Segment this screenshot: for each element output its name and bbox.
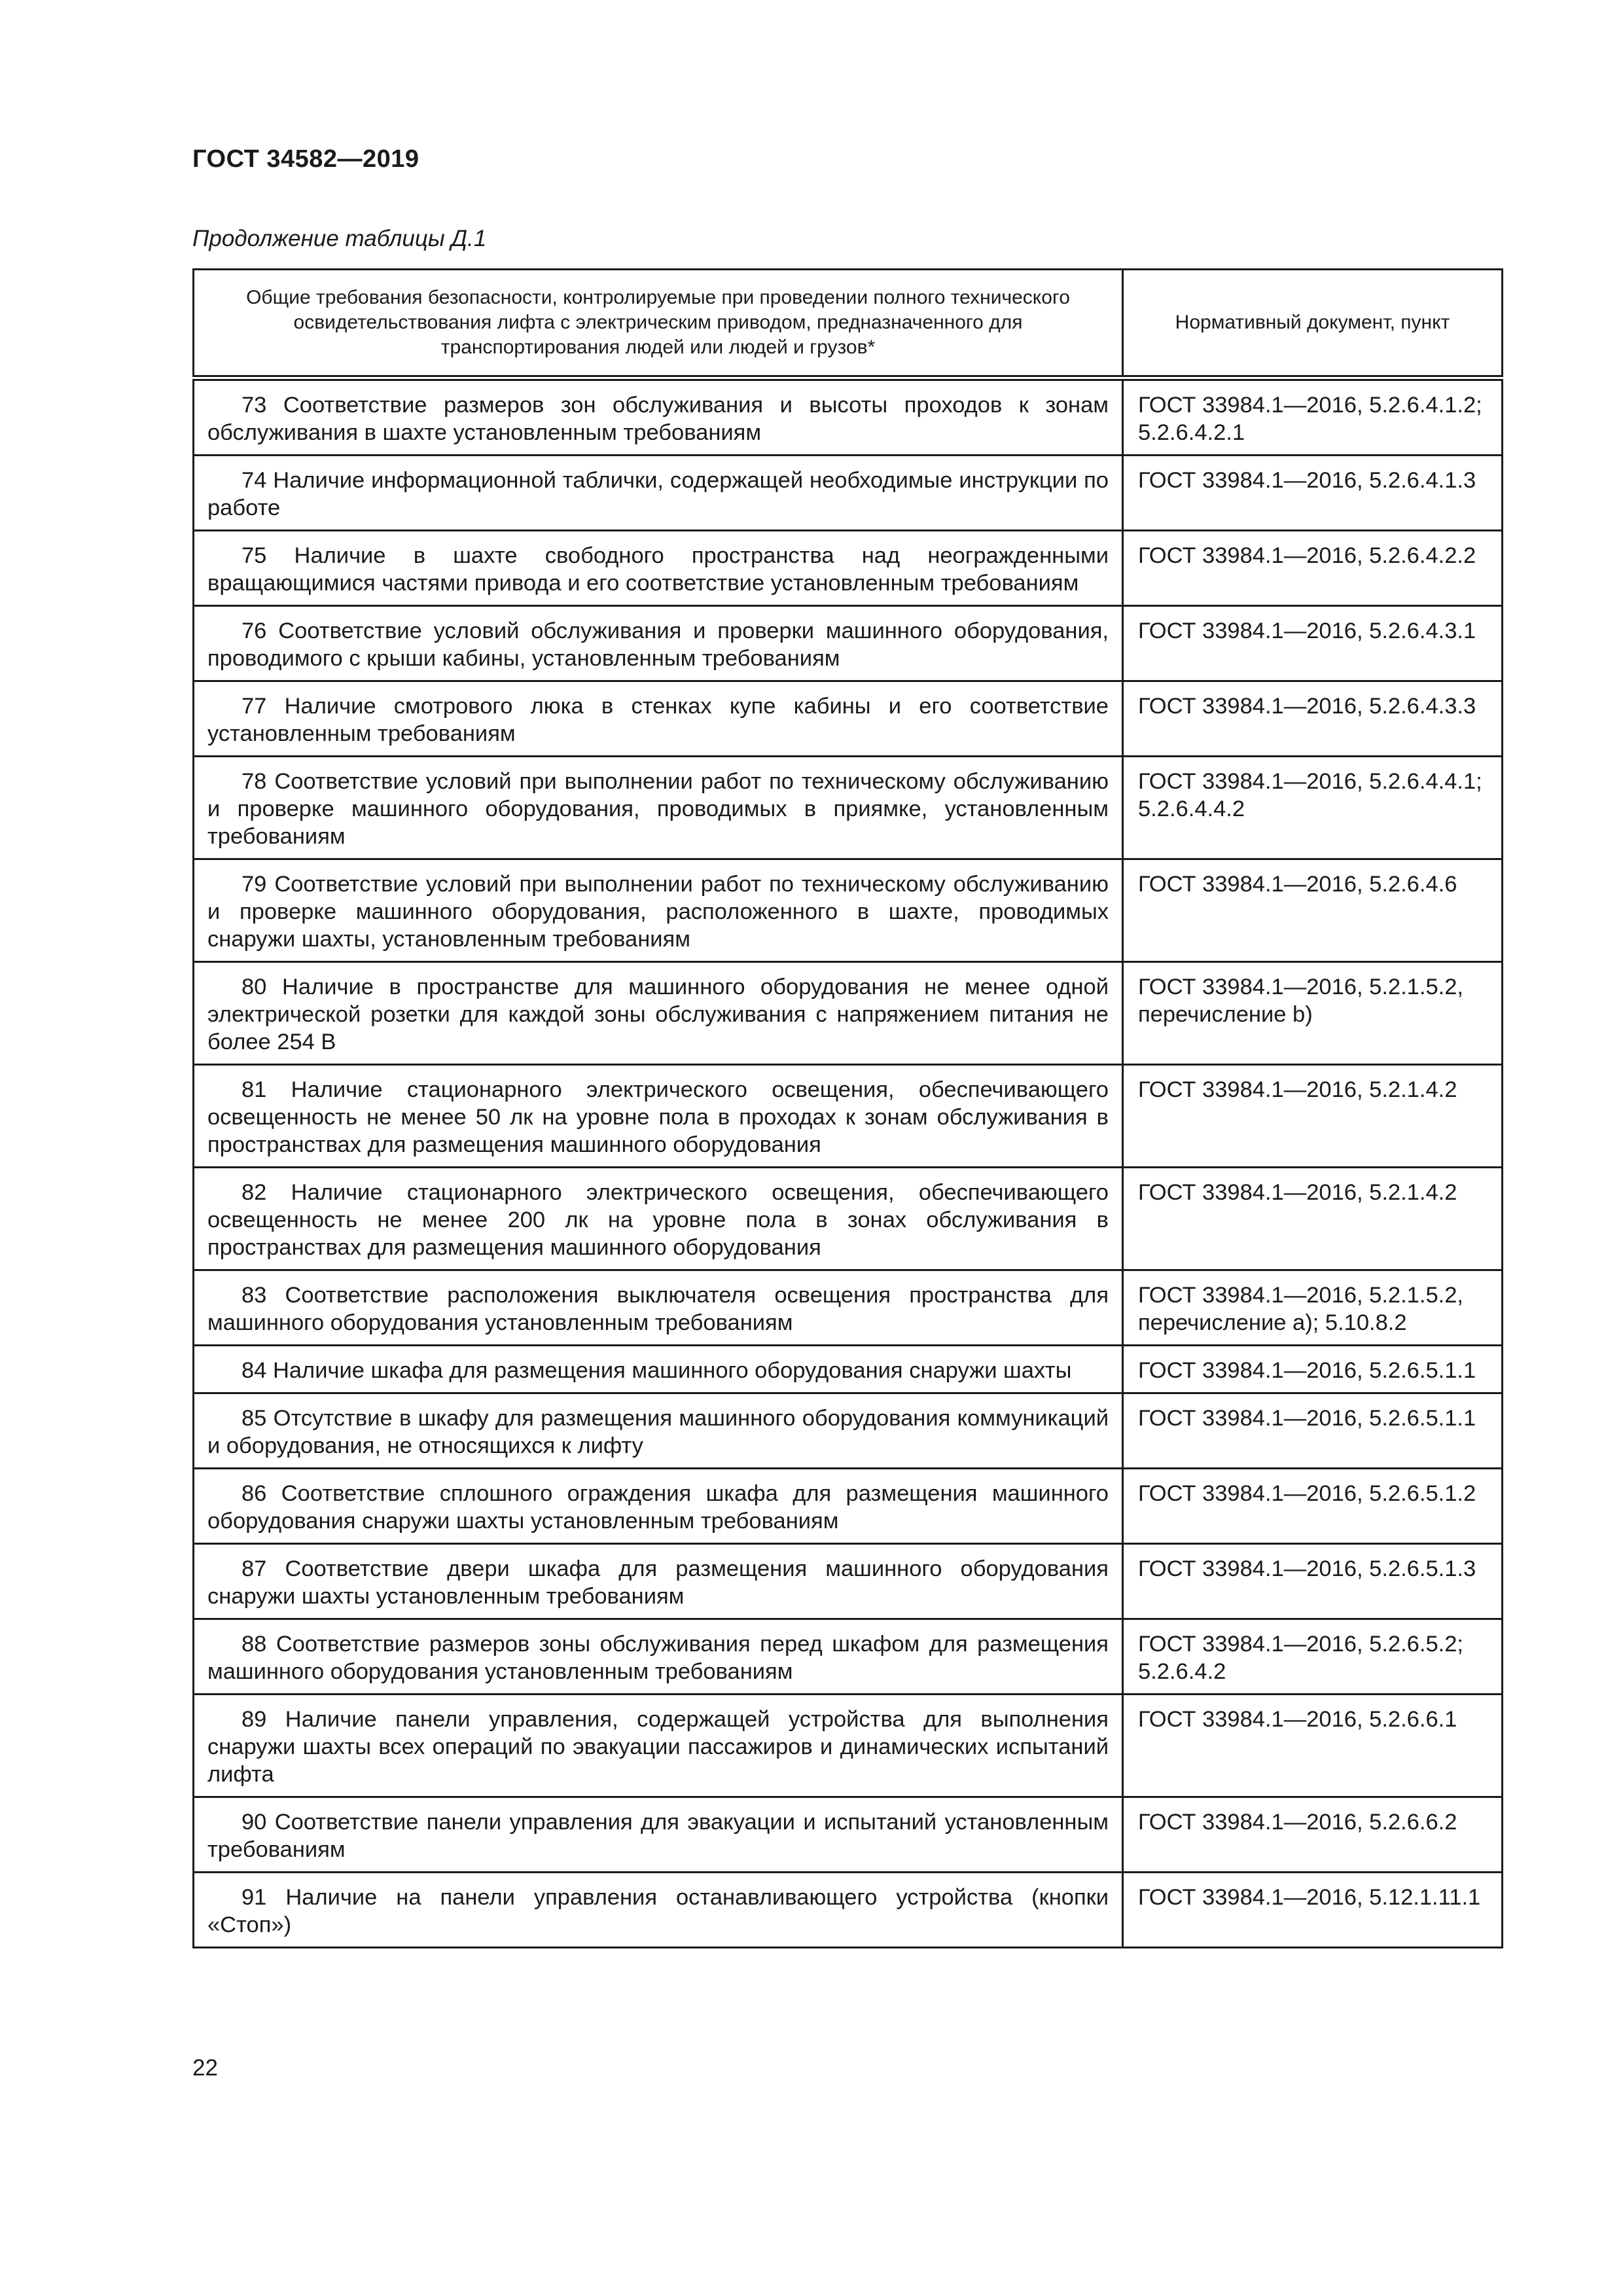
reference-cell: ГОСТ 33984.1—2016, 5.2.6.4.3.1 [1123, 606, 1503, 681]
requirement-cell: 83 Соответствие расположения выключателя освещения пространства для машинного оборудования установленным требованиям [194, 1270, 1123, 1346]
requirement-cell: 77 Наличие смотрового люка в стенках купе кабины и его соответствие установленным требованиям [194, 681, 1123, 757]
requirement-cell: 85 Отсутствие в шкафу для размещения машинного оборудования коммуникаций и оборудования, не относящихся к лифту [194, 1393, 1123, 1469]
requirement-cell: 86 Соответствие сплошного ограждения шкафа для размещения машинного оборудования снаружи шахты установленным требованиям [194, 1469, 1123, 1544]
reference-cell: ГОСТ 33984.1—2016, 5.2.6.6.1 [1123, 1695, 1503, 1797]
requirement-cell: 89 Наличие панели управления, содержащей устройства для выполнения снаружи шахты всех операций по эвакуации пассажиров и динамических испытаний лифта [194, 1695, 1123, 1797]
reference-cell: ГОСТ 33984.1—2016, 5.2.6.5.1.1 [1123, 1393, 1503, 1469]
reference-cell: ГОСТ 33984.1—2016, 5.12.1.11.1 [1123, 1873, 1503, 1948]
reference-cell: ГОСТ 33984.1—2016, 5.2.1.4.2 [1123, 1168, 1503, 1270]
requirement-cell: 76 Соответствие условий обслуживания и проверки машинного оборудования, проводимого с крыши кабины, установленным требованиям [194, 606, 1123, 681]
requirement-cell: 87 Соответствие двери шкафа для размещения машинного оборудования снаружи шахты установленным требованиям [194, 1544, 1123, 1619]
reference-cell: ГОСТ 33984.1—2016, 5.2.6.4.6 [1123, 859, 1503, 962]
table-row [194, 1469, 1503, 1544]
reference-cell: ГОСТ 33984.1—2016, 5.2.6.6.2 [1123, 1797, 1503, 1873]
requirement-cell: 79 Соответствие условий при выполнении работ по техническому обслуживанию и проверке машинного оборудования, расположенного в шахте, проводимых снаружи шахты, установленным требованиям [194, 859, 1123, 962]
requirement-cell: 73 Соответствие размеров зон обслуживания и высоты проходов к зонам обслуживания в шахте установленным требованиям [194, 378, 1123, 456]
table-row [194, 1393, 1503, 1469]
table-row [194, 1065, 1503, 1168]
requirement-cell: 91 Наличие на панели управления останавливающего устройства (кнопки «Стоп») [194, 1873, 1123, 1948]
table-row [194, 1168, 1503, 1270]
reference-cell: ГОСТ 33984.1—2016, 5.2.6.5.1.2 [1123, 1469, 1503, 1544]
page-number: 22 [192, 2055, 218, 2081]
requirement-cell: 80 Наличие в пространстве для машинного оборудования не менее одной электрической розетки для каждой зоны обслуживания с напряжением питания не более 254 В [194, 962, 1123, 1065]
table-row [194, 378, 1503, 456]
reference-cell: ГОСТ 33984.1—2016, 5.2.6.5.2; 5.2.6.4.2 [1123, 1619, 1503, 1695]
reference-cell: ГОСТ 33984.1—2016, 5.2.6.4.1.2; 5.2.6.4.2.1 [1123, 378, 1503, 456]
table-row [194, 1873, 1503, 1948]
requirements-table [192, 268, 1503, 1948]
reference-cell: ГОСТ 33984.1—2016, 5.2.6.4.1.3 [1123, 456, 1503, 531]
requirement-cell: 74 Наличие информационной таблички, содержащей необходимые инструкции по работе [194, 456, 1123, 531]
reference-cell: ГОСТ 33984.1—2016, 5.2.1.5.2, перечисление b) [1123, 962, 1503, 1065]
table-row [194, 962, 1503, 1065]
table-row [194, 681, 1503, 757]
table-row [194, 1544, 1503, 1619]
header-requirements: Общие требования безопасности, контролируемые при проведении полного технического освидетельствования лифта с электрическим приводом, предназначенного для транспортирования людей или людей и грузов* [194, 270, 1123, 378]
document-header: ГОСТ 34582—2019 [192, 145, 419, 173]
table-caption: Продолжение таблицы Д.1 [192, 226, 487, 251]
requirement-cell: 75 Наличие в шахте свободного пространства над неогражденными вращающимися частями привода и его соответствие установленным требованиям [194, 531, 1123, 606]
table-row [194, 1270, 1503, 1346]
table-row [194, 757, 1503, 859]
table-header-row [194, 270, 1503, 378]
reference-cell: ГОСТ 33984.1—2016, 5.2.6.5.1.1 [1123, 1346, 1503, 1393]
table-row [194, 1346, 1503, 1393]
requirement-cell: 90 Соответствие панели управления для эвакуации и испытаний установленным требованиям [194, 1797, 1123, 1873]
reference-cell: ГОСТ 33984.1—2016, 5.2.1.4.2 [1123, 1065, 1503, 1168]
reference-cell: ГОСТ 33984.1—2016, 5.2.6.4.4.1; 5.2.6.4.4.2 [1123, 757, 1503, 859]
requirement-cell: 88 Соответствие размеров зоны обслуживания перед шкафом для размещения машинного оборудования установленным требованиям [194, 1619, 1123, 1695]
reference-cell: ГОСТ 33984.1—2016, 5.2.6.4.3.3 [1123, 681, 1503, 757]
table-row [194, 606, 1503, 681]
requirements-table-container [192, 268, 1501, 1948]
header-reference: Нормативный документ, пункт [1123, 270, 1503, 378]
table-row [194, 859, 1503, 962]
table-row [194, 531, 1503, 606]
table-row [194, 1695, 1503, 1797]
reference-cell: ГОСТ 33984.1—2016, 5.2.6.4.2.2 [1123, 531, 1503, 606]
requirement-cell: 78 Соответствие условий при выполнении работ по техническому обслуживанию и проверке машинного оборудования, проводимых в приямке, установленным требованиям [194, 757, 1123, 859]
reference-cell: ГОСТ 33984.1—2016, 5.2.1.5.2, перечисление a); 5.10.8.2 [1123, 1270, 1503, 1346]
table-row [194, 1797, 1503, 1873]
requirement-cell: 81 Наличие стационарного электрического освещения, обеспечивающего освещенность не менее 50 лк на уровне пола в проходах к зонам обслуживания в пространствах для размещения машинного оборудования [194, 1065, 1123, 1168]
table-body [194, 378, 1503, 1948]
table-row [194, 456, 1503, 531]
table-row [194, 1619, 1503, 1695]
requirement-cell: 82 Наличие стационарного электрического освещения, обеспечивающего освещенность не менее 200 лк на уровне пола в зонах обслуживания в пространствах для размещения машинного оборудования [194, 1168, 1123, 1270]
reference-cell: ГОСТ 33984.1—2016, 5.2.6.5.1.3 [1123, 1544, 1503, 1619]
requirement-cell: 84 Наличие шкафа для размещения машинного оборудования снаружи шахты [194, 1346, 1123, 1393]
